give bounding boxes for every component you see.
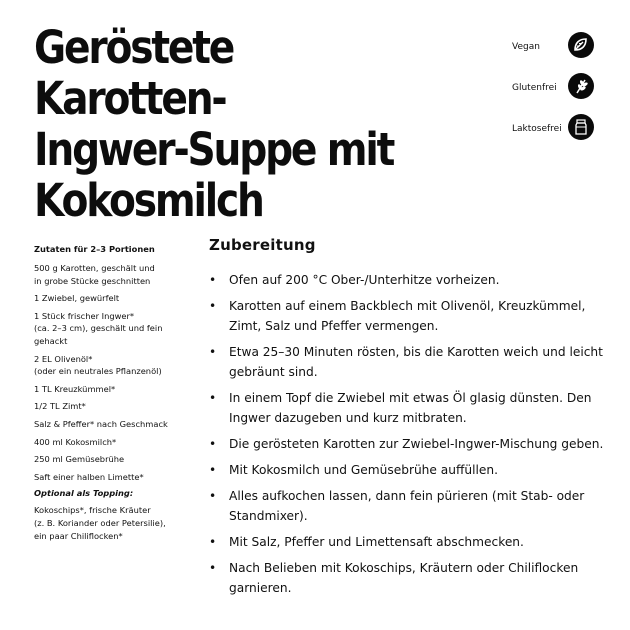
badge-laktosefrei: [512, 114, 596, 155]
preparation-step: [209, 486, 609, 526]
step-text: Die gerösteten Karotten zur Zwiebel-Ingwer-Mischung geben.: [229, 437, 604, 451]
preparation-step: [209, 460, 609, 480]
bullet-icon: •: [209, 437, 217, 451]
step-text: Mit Salz, Pfeffer und Limettensaft abschmecken.: [229, 535, 524, 549]
bullet-icon: •: [209, 273, 217, 287]
ingredient-item: 1 Stück frischer Ingwer* (ca. 2–3 cm), geschält und fein gehackt: [34, 310, 163, 346]
ingredient-item: 2 EL Olivenöl* (oder ein neutrales Pflanzenöl): [34, 353, 162, 377]
ingredient-item: 1 TL Kreuzkümmel*: [34, 383, 116, 394]
ingredient-item: Salz & Pfeffer* nach Geschmack: [34, 418, 168, 429]
bullet-icon: •: [209, 391, 217, 405]
bullet-icon: •: [209, 299, 217, 313]
bullet-icon: •: [209, 561, 217, 575]
bullet-icon: •: [209, 463, 217, 477]
preparation-step: [209, 296, 609, 336]
badge-vegan-label: Vegan: [512, 42, 540, 52]
topping-text: Kokoschips*, frische Kräuter (z. B. Koriander oder Petersilie), ein paar Chiliflocken*: [34, 505, 166, 541]
preparation-step: [209, 558, 609, 598]
badge-glutenfrei: [512, 73, 596, 114]
preparation-heading: Zubereitung: [209, 236, 316, 254]
step-text: Ofen auf 200 °C Ober-/Unterhitze vorheizen.: [229, 273, 500, 287]
bullet-icon: •: [209, 489, 217, 503]
ingredient-item: Saft einer halben Limette*: [34, 471, 144, 482]
diet-badges: [512, 32, 596, 155]
leaf-icon: [568, 32, 594, 58]
badge-glutenfrei-label: Glutenfrei: [512, 83, 557, 93]
ingredients-section: [34, 244, 204, 547]
ingredients-heading: Zutaten für 2–3 Portionen: [34, 244, 155, 254]
preparation-step: [209, 270, 609, 290]
recipe-title: [34, 22, 434, 226]
step-text: Alles aufkochen lassen, dann fein pürieren (mit Stab- oder Standmixer).: [229, 489, 585, 523]
bullet-icon: •: [209, 535, 217, 549]
step-text: In einem Topf die Zwiebel mit etwas Öl glasig dünsten. Den Ingwer dazugeben und kurz mitbraten.: [229, 391, 592, 425]
ingredients-list: [34, 262, 204, 483]
step-text: Nach Belieben mit Kokoschips, Kräutern oder Chiliflocken garnieren.: [229, 561, 579, 595]
title-line-3: Kokosmilch: [34, 174, 263, 227]
preparation-steps: [209, 270, 609, 598]
step-text: Karotten auf einem Backblech mit Olivenöl, Kreuzkümmel, Zimt, Salz und Pfeffer vermengen.: [229, 299, 586, 333]
title-line-2: Ingwer-Suppe mit: [34, 123, 394, 176]
preparation-step: [209, 388, 609, 428]
badge-vegan: [512, 32, 596, 73]
wheat-icon: [568, 73, 594, 99]
preparation-step: [209, 532, 609, 552]
ingredient-item: 500 g Karotten, geschält und in grobe Stücke geschnitten: [34, 263, 155, 286]
step-text: Mit Kokosmilch und Gemüsebrühe auffüllen.: [229, 463, 498, 477]
preparation-section: [209, 236, 609, 604]
ingredient-item: 1/2 TL Zimt*: [34, 401, 86, 412]
ingredient-item: 1 Zwiebel, gewürfelt: [34, 293, 120, 304]
badge-laktosefrei-label: Laktosefrei: [512, 124, 562, 134]
ingredient-item: 400 ml Kokosmilch*: [34, 436, 117, 447]
topping-heading: Optional als Topping:: [34, 488, 134, 499]
milk-carton-icon: [568, 114, 594, 140]
ingredient-item: 250 ml Gemüsebrühe: [34, 454, 125, 465]
step-text: Etwa 25–30 Minuten rösten, bis die Karotten weich und leicht gebräunt sind.: [229, 345, 603, 379]
preparation-step: [209, 434, 609, 454]
preparation-step: [209, 342, 609, 382]
title-line-1: Geröstete Karotten-: [34, 21, 234, 125]
bullet-icon: •: [209, 345, 217, 359]
